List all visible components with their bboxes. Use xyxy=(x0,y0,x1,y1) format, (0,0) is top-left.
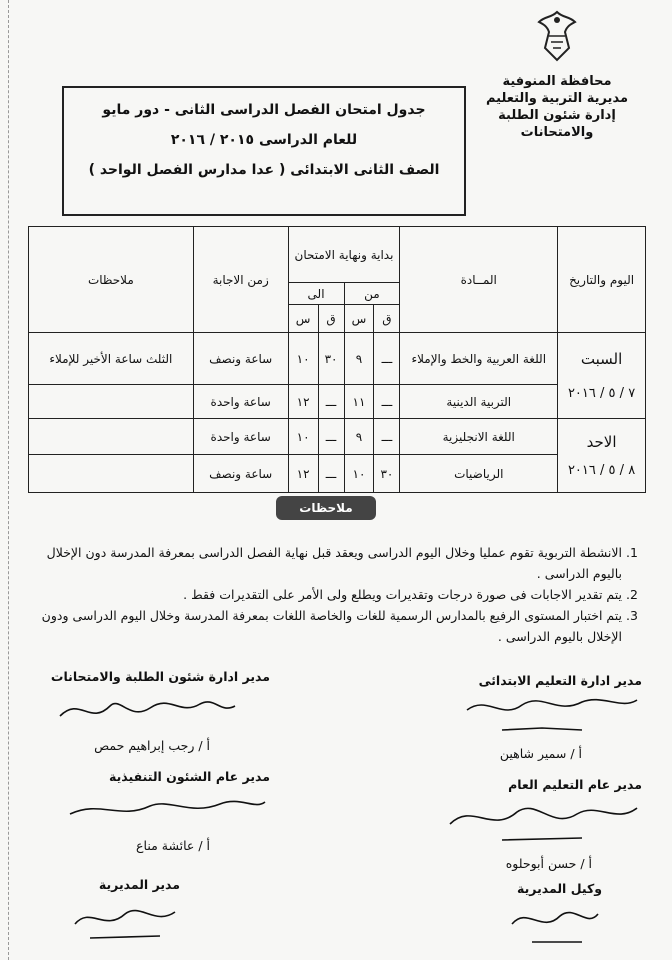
signature-name: أ / رجب إبراهيم حمص xyxy=(94,738,210,753)
signature-title: وكيل المديرية xyxy=(517,881,602,896)
note-cell xyxy=(29,385,194,419)
header-from-s: س xyxy=(344,305,374,333)
title-line-3: الصف الثانى الابتدائى ( عدا مدارس الفصل الواحد ) xyxy=(88,162,440,178)
header-start-end: بداية ونهاية الامتحان xyxy=(288,227,400,283)
to-q-cell: ـــ xyxy=(318,455,344,493)
from-s-cell: ٩ xyxy=(344,333,374,385)
header-from: من xyxy=(344,283,400,305)
from-s-cell: ٩ xyxy=(344,419,374,455)
signature-general-edu xyxy=(422,776,642,873)
from-s-cell: ١٠ xyxy=(344,455,374,493)
from-q-cell: ٣٠ xyxy=(374,455,400,493)
duration-cell: ساعة واحدة xyxy=(193,419,288,455)
signature-students-affairs xyxy=(30,668,270,755)
day-cell-2 xyxy=(558,419,646,493)
note-item: 1. الانشطة التربوية تقوم عمليا وخلال اليوم الدراسى ويعقد قبل نهاية الفصل الدراسى بمعرفة المدرسة دون الإخلال باليوم الدراسى . xyxy=(27,542,622,584)
duration-cell: ساعة واحدة xyxy=(193,385,288,419)
subject-cell: اللغة الانجليزية xyxy=(400,419,558,455)
to-s-cell: ١٢ xyxy=(288,385,318,419)
subject-cell: التربية الدينية xyxy=(400,385,558,419)
to-s-cell: ١٢ xyxy=(288,455,318,493)
page-edge-line xyxy=(8,0,10,960)
to-q-cell: ـــ xyxy=(318,419,344,455)
header-to-q: ق xyxy=(318,305,344,333)
signature-title: مدير ادارة شئون الطلبة والامتحانات xyxy=(50,669,270,684)
signature-title: مدير المديرية xyxy=(98,877,180,892)
signature-primary-edu xyxy=(442,672,642,763)
notes-section xyxy=(27,542,642,647)
day-name: السبت xyxy=(580,350,623,368)
eagle-emblem-icon xyxy=(527,8,587,66)
note-item: 2. يتم تقدير الاجابات فى صورة درجات وتقديرات ويطلع ولى الأمر على التقديرات فقط . xyxy=(27,584,622,605)
title-line-1: جدول امتحان الفصل الدراسى الثانى - دور مايو xyxy=(102,102,426,118)
from-q-cell: ـــ xyxy=(374,333,400,385)
handwritten-signature-icon xyxy=(442,794,642,850)
signature-name: أ / حسن أبوحلوه xyxy=(505,856,592,871)
notes-badge: ملاحظات xyxy=(276,496,376,520)
note-cell: الثلث ساعة الأخير للإملاء xyxy=(29,333,194,385)
header-notes: ملاحظات xyxy=(29,227,194,333)
from-s-cell: ١١ xyxy=(344,385,374,419)
table-row xyxy=(29,455,646,493)
signature-executive-affairs xyxy=(30,768,270,855)
table-row xyxy=(29,419,646,455)
title-line-2: للعام الدراسى ٢٠١٥ / ٢٠١٦ xyxy=(170,132,358,148)
letterhead xyxy=(462,8,652,141)
handwritten-signature-icon xyxy=(70,894,180,944)
signature-directorate-deputy xyxy=(482,880,602,953)
header-day-date: اليوم والتاريخ xyxy=(558,227,646,333)
to-s-cell: ١٠ xyxy=(288,333,318,385)
directorate-name: مديرية التربية والتعليم xyxy=(485,91,629,106)
header-to-s: س xyxy=(288,305,318,333)
header-subject: المــادة xyxy=(400,227,558,333)
to-q-cell: ـــ xyxy=(318,385,344,419)
handwritten-signature-icon xyxy=(60,786,270,832)
signature-title: مدير عام التعليم العام xyxy=(508,777,642,792)
subject-cell: اللغة العربية والخط والإملاء xyxy=(400,333,558,385)
subject-cell: الرياضيات xyxy=(400,455,558,493)
day-date: ٨ / ٥ / ٢٠١٦ xyxy=(567,463,636,478)
table-row xyxy=(29,333,646,385)
exam-schedule-table xyxy=(28,226,646,493)
signature-name: أ / سمير شاهين xyxy=(499,746,582,761)
signature-directorate-head xyxy=(60,876,180,949)
from-q-cell: ـــ xyxy=(374,419,400,455)
note-item: 3. يتم اختبار المستوى الرفيع بالمدارس الرسمية للغات والخاصة اللغات بمعرفة المدرسة وخلال اليوم الدراسى ودون الإخلال باليوم الدراسى . xyxy=(27,605,622,647)
duration-cell: ساعة ونصف xyxy=(193,455,288,493)
day-cell-1 xyxy=(558,333,646,419)
signature-title: مدير ادارة التعليم الابتدائى xyxy=(478,673,642,688)
governorate-name: محافظة المنوفية xyxy=(502,74,612,89)
day-name: الاحد xyxy=(586,433,617,451)
handwritten-signature-icon xyxy=(462,690,642,740)
day-date: ٧ / ٥ / ٢٠١٦ xyxy=(567,386,636,401)
signature-title: مدير عام الشئون التنفيذية xyxy=(109,769,270,784)
table-row xyxy=(29,385,646,419)
header-to: الى xyxy=(288,283,344,305)
from-q-cell: ـــ xyxy=(374,385,400,419)
note-cell xyxy=(29,419,194,455)
handwritten-signature-icon xyxy=(502,898,602,948)
department-name: إدارة شئون الطلبة والامتحانات xyxy=(498,108,616,140)
signature-name: أ / عائشة مناع xyxy=(136,838,210,853)
to-s-cell: ١٠ xyxy=(288,419,318,455)
handwritten-signature-icon xyxy=(50,686,250,732)
header-duration: زمن الاجابة xyxy=(193,227,288,333)
header-from-q: ق xyxy=(374,305,400,333)
title-box xyxy=(62,86,466,216)
duration-cell: ساعة ونصف xyxy=(193,333,288,385)
note-cell xyxy=(29,455,194,493)
to-q-cell: ٣٠ xyxy=(318,333,344,385)
